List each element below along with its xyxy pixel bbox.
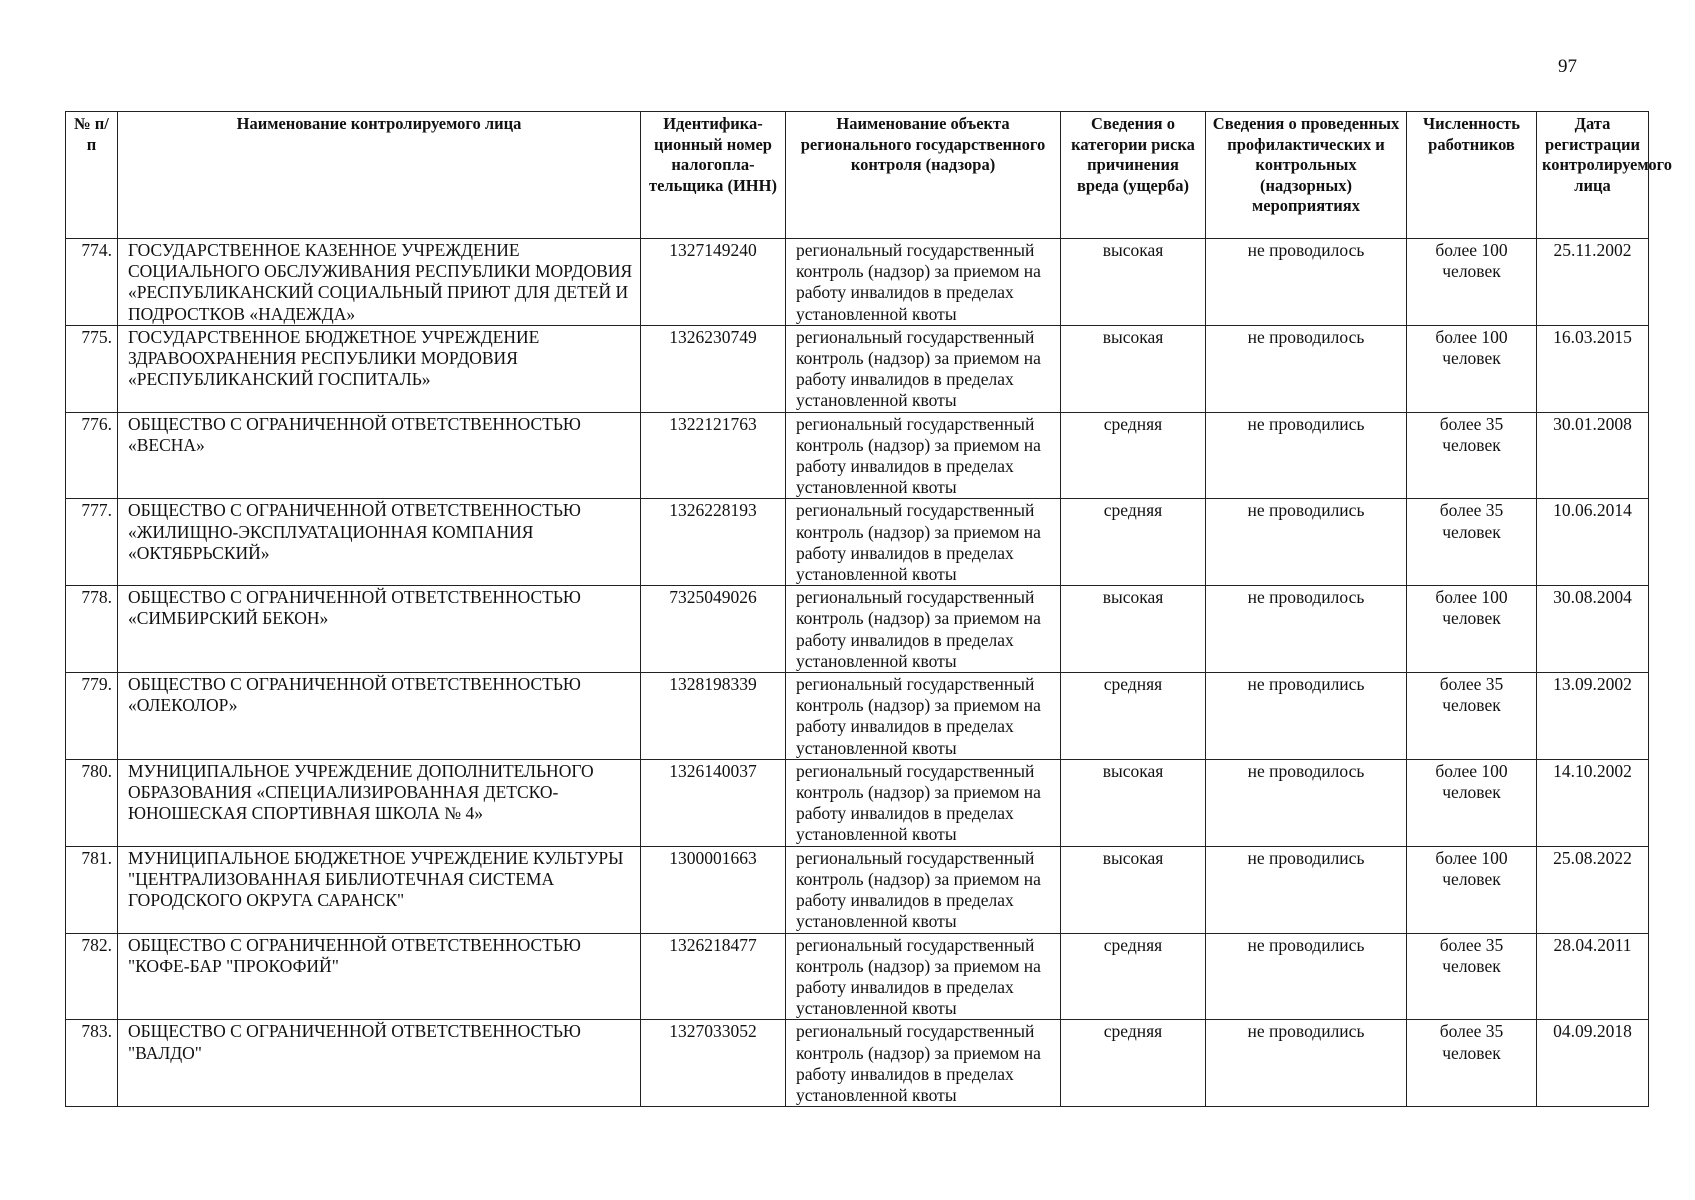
risk-category: высокая <box>1061 846 1206 933</box>
header-row <box>66 112 1649 239</box>
inn-value: 1326228193 <box>641 499 786 586</box>
header-staff: Численность работников <box>1407 112 1537 239</box>
events-info: не проводились <box>1206 673 1407 760</box>
row-number: 776. <box>66 412 118 499</box>
control-object: региональный государственный контроль (надзор) за приемом на работу инвалидов в пределах установленной квоты <box>786 412 1061 499</box>
table-row <box>66 1020 1649 1107</box>
row-number: 779. <box>66 673 118 760</box>
header-inn: Идентифика-ционный номер налогопла-тельщика (ИНН) <box>641 112 786 239</box>
table-row <box>66 586 1649 673</box>
inn-value: 1300001663 <box>641 846 786 933</box>
entity-name: МУНИЦИПАЛЬНОЕ УЧРЕЖДЕНИЕ ДОПОЛНИТЕЛЬНОГО ОБРАЗОВАНИЯ «СПЕЦИАЛИЗИРОВАННАЯ ДЕТСКО-ЮНОШЕСКАЯ СПОРТИВНАЯ ШКОЛА № 4» <box>118 759 641 846</box>
entity-name: ОБЩЕСТВО С ОГРАНИЧЕННОЙ ОТВЕТСТВЕННОСТЬЮ "КОФЕ-БАР "ПРОКОФИЙ" <box>118 933 641 1020</box>
events-info: не проводилось <box>1206 759 1407 846</box>
events-info: не проводились <box>1206 412 1407 499</box>
registration-date: 25.11.2002 <box>1537 239 1649 326</box>
header-risk: Сведения о категории риска причинения вреда (ущерба) <box>1061 112 1206 239</box>
registration-date: 04.09.2018 <box>1537 1020 1649 1107</box>
table-row <box>66 499 1649 586</box>
table-row <box>66 673 1649 760</box>
risk-category: средняя <box>1061 499 1206 586</box>
header-date: Дата регистрации контролируемого лица <box>1537 112 1649 239</box>
entity-name: ГОСУДАРСТВЕННОЕ КАЗЕННОЕ УЧРЕЖДЕНИЕ СОЦИАЛЬНОГО ОБСЛУЖИВАНИЯ РЕСПУБЛИКИ МОРДОВИЯ «РЕСПУБЛИКАНСКИЙ СОЦИАЛЬНЫЙ ПРИЮТ ДЛЯ ДЕТЕЙ И ПОДРОСТКОВ «НАДЕЖДА» <box>118 239 641 326</box>
risk-category: средняя <box>1061 933 1206 1020</box>
table-row <box>66 846 1649 933</box>
registration-date: 28.04.2011 <box>1537 933 1649 1020</box>
staff-count: более 100 человек <box>1407 759 1537 846</box>
entity-name: ОБЩЕСТВО С ОГРАНИЧЕННОЙ ОТВЕТСТВЕННОСТЬЮ "ВАЛДО" <box>118 1020 641 1107</box>
registration-date: 16.03.2015 <box>1537 325 1649 412</box>
inn-value: 1326140037 <box>641 759 786 846</box>
risk-category: средняя <box>1061 412 1206 499</box>
header-name: Наименование контролируемого лица <box>118 112 641 239</box>
inn-value: 1327033052 <box>641 1020 786 1107</box>
row-number: 777. <box>66 499 118 586</box>
risk-category: высокая <box>1061 239 1206 326</box>
risk-category: высокая <box>1061 759 1206 846</box>
entity-name: ОБЩЕСТВО С ОГРАНИЧЕННОЙ ОТВЕТСТВЕННОСТЬЮ «ЖИЛИЩНО-ЭКСПЛУАТАЦИОННАЯ КОМПАНИЯ «ОКТЯБРЬСКИЙ» <box>118 499 641 586</box>
control-object: региональный государственный контроль (надзор) за приемом на работу инвалидов в пределах установленной квоты <box>786 239 1061 326</box>
inn-value: 7325049026 <box>641 586 786 673</box>
staff-count: более 100 человек <box>1407 846 1537 933</box>
control-object: региональный государственный контроль (надзор) за приемом на работу инвалидов в пределах установленной квоты <box>786 325 1061 412</box>
events-info: не проводились <box>1206 933 1407 1020</box>
row-number: 780. <box>66 759 118 846</box>
control-object: региональный государственный контроль (надзор) за приемом на работу инвалидов в пределах установленной квоты <box>786 1020 1061 1107</box>
registration-date: 13.09.2002 <box>1537 673 1649 760</box>
staff-count: более 35 человек <box>1407 933 1537 1020</box>
table-row <box>66 759 1649 846</box>
control-object: региональный государственный контроль (надзор) за приемом на работу инвалидов в пределах установленной квоты <box>786 846 1061 933</box>
entity-name: МУНИЦИПАЛЬНОЕ БЮДЖЕТНОЕ УЧРЕЖДЕНИЕ КУЛЬТУРЫ "ЦЕНТРАЛИЗОВАННАЯ БИБЛИОТЕЧНАЯ СИСТЕМА ГОРОДСКОГО ОКРУГА САРАНСК" <box>118 846 641 933</box>
staff-count: более 35 человек <box>1407 673 1537 760</box>
staff-count: более 35 человек <box>1407 412 1537 499</box>
header-object: Наименование объекта регионального государственного контроля (надзора) <box>786 112 1061 239</box>
registration-date: 14.10.2002 <box>1537 759 1649 846</box>
events-info: не проводились <box>1206 1020 1407 1107</box>
page-number: 97 <box>1558 56 1577 77</box>
entity-name: ОБЩЕСТВО С ОГРАНИЧЕННОЙ ОТВЕТСТВЕННОСТЬЮ «ВЕСНА» <box>118 412 641 499</box>
table-row <box>66 933 1649 1020</box>
risk-category: средняя <box>1061 673 1206 760</box>
registration-date: 10.06.2014 <box>1537 499 1649 586</box>
inn-value: 1328198339 <box>641 673 786 760</box>
registration-date: 30.01.2008 <box>1537 412 1649 499</box>
entity-name: ГОСУДАРСТВЕННОЕ БЮДЖЕТНОЕ УЧРЕЖДЕНИЕ ЗДРАВООХРАНЕНИЯ РЕСПУБЛИКИ МОРДОВИЯ «РЕСПУБЛИКАНСКИЙ ГОСПИТАЛЬ» <box>118 325 641 412</box>
events-info: не проводились <box>1206 846 1407 933</box>
events-info: не проводились <box>1206 499 1407 586</box>
registry-table <box>65 111 1672 1107</box>
control-object: региональный государственный контроль (надзор) за приемом на работу инвалидов в пределах установленной квоты <box>786 586 1061 673</box>
table-row <box>66 239 1649 326</box>
inn-value: 1326230749 <box>641 325 786 412</box>
registration-date: 30.08.2004 <box>1537 586 1649 673</box>
staff-count: более 100 человек <box>1407 586 1537 673</box>
events-info: не проводилось <box>1206 586 1407 673</box>
control-object: региональный государственный контроль (надзор) за приемом на работу инвалидов в пределах установленной квоты <box>786 673 1061 760</box>
risk-category: высокая <box>1061 586 1206 673</box>
control-object: региональный государственный контроль (надзор) за приемом на работу инвалидов в пределах установленной квоты <box>786 759 1061 846</box>
inn-value: 1327149240 <box>641 239 786 326</box>
risk-category: средняя <box>1061 1020 1206 1107</box>
row-number: 783. <box>66 1020 118 1107</box>
registration-date: 25.08.2022 <box>1537 846 1649 933</box>
inn-value: 1322121763 <box>641 412 786 499</box>
inn-value: 1326218477 <box>641 933 786 1020</box>
header-num: № п/п <box>66 112 118 239</box>
control-object: региональный государственный контроль (надзор) за приемом на работу инвалидов в пределах установленной квоты <box>786 933 1061 1020</box>
row-number: 774. <box>66 239 118 326</box>
risk-category: высокая <box>1061 325 1206 412</box>
row-number: 782. <box>66 933 118 1020</box>
table-row <box>66 412 1649 499</box>
events-info: не проводилось <box>1206 325 1407 412</box>
staff-count: более 100 человек <box>1407 325 1537 412</box>
events-info: не проводилось <box>1206 239 1407 326</box>
staff-count: более 35 человек <box>1407 499 1537 586</box>
row-number: 778. <box>66 586 118 673</box>
entity-name: ОБЩЕСТВО С ОГРАНИЧЕННОЙ ОТВЕТСТВЕННОСТЬЮ «СИМБИРСКИЙ БЕКОН» <box>118 586 641 673</box>
control-object: региональный государственный контроль (надзор) за приемом на работу инвалидов в пределах установленной квоты <box>786 499 1061 586</box>
header-events: Сведения о проведенных профилактических и контрольных (надзорных) мероприятиях <box>1206 112 1407 239</box>
entity-name: ОБЩЕСТВО С ОГРАНИЧЕННОЙ ОТВЕТСТВЕННОСТЬЮ «ОЛЕКОЛОР» <box>118 673 641 760</box>
row-number: 781. <box>66 846 118 933</box>
staff-count: более 100 человек <box>1407 239 1537 326</box>
table-row <box>66 325 1649 412</box>
row-number: 775. <box>66 325 118 412</box>
staff-count: более 35 человек <box>1407 1020 1537 1107</box>
